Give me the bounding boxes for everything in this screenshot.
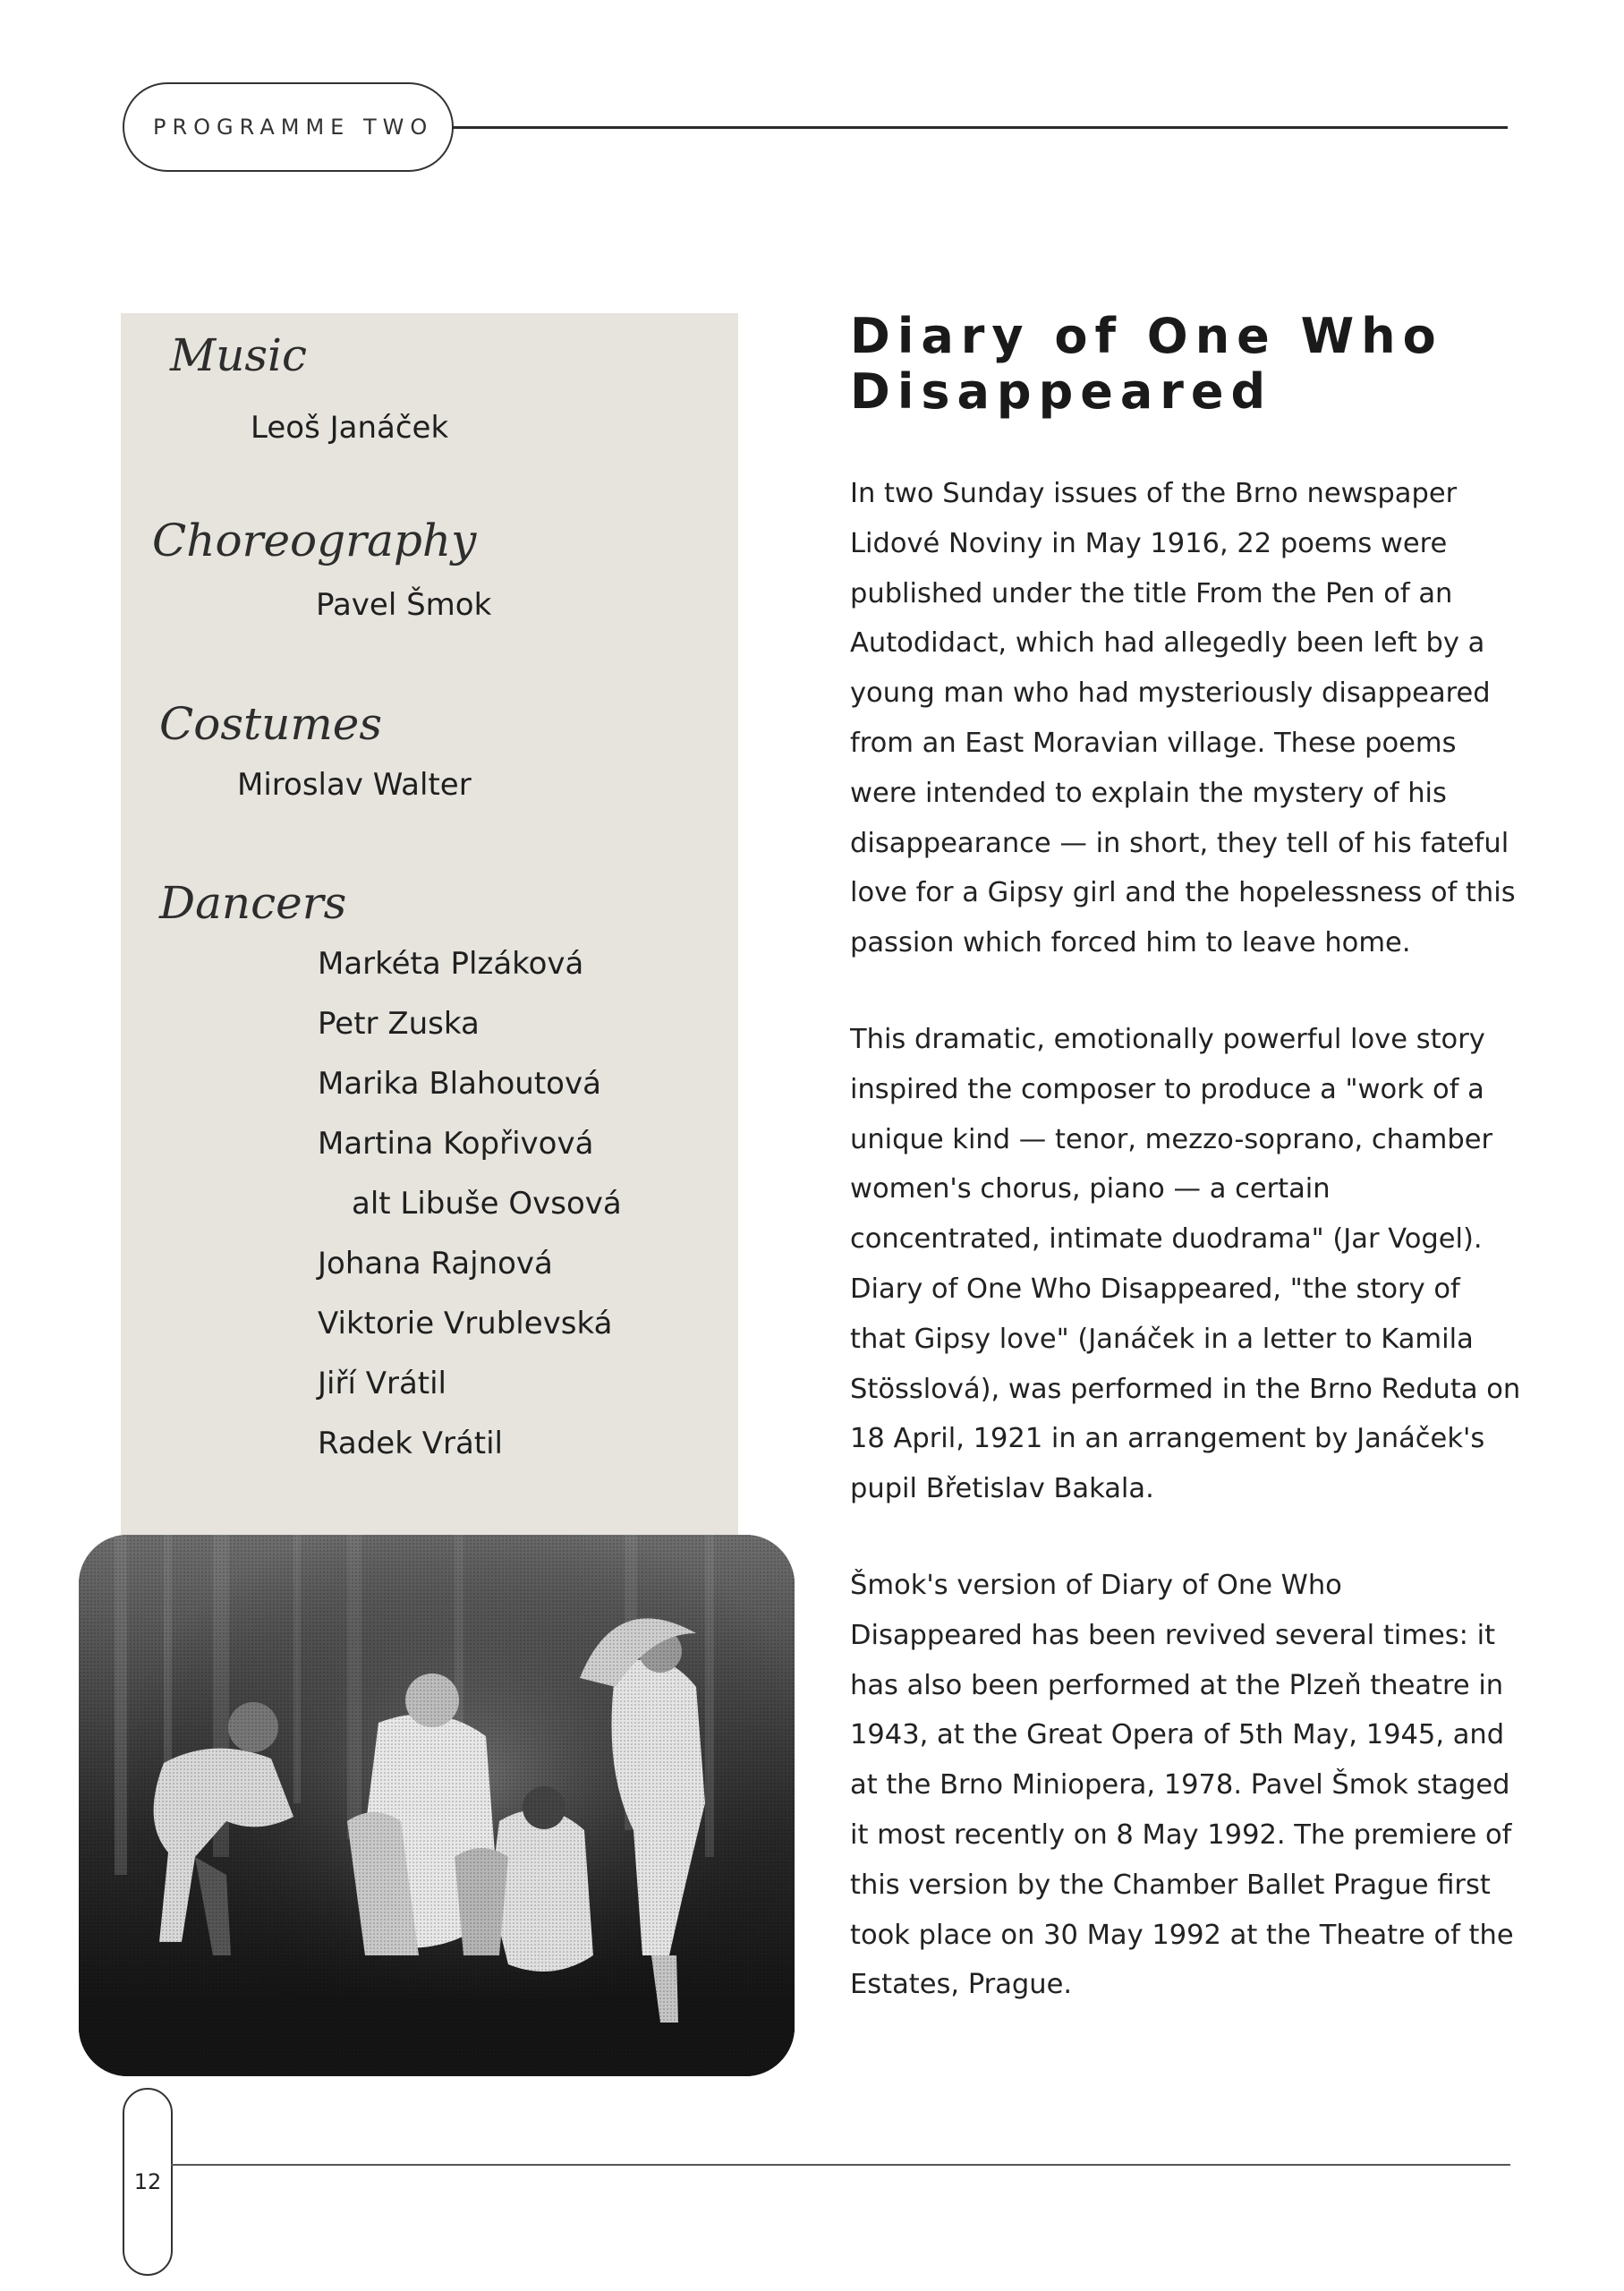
costumes-heading: Costumes	[159, 698, 382, 750]
dancer-name: Radek Vrátil	[318, 1426, 504, 1461]
dancer-name: Jiří Vrátil	[318, 1366, 447, 1401]
article-paragraph: Šmok's version of Diary of One Who Disappeared has been revived several times: it has also been performed at the Plzeň theatre in 1943, at the Great Opera of 5th May, 1945, and at the Brno Miniopera, 1978. Pavel Šmok staged it most recently on 8 May 1992. The premiere of this version by the Chamber Ballet Prague first took place on 30 May 1992 at the Theatre of the Estates, Prague.	[850, 1570, 1514, 2001]
article-paragraph: In two Sunday issues of the Brno newspaper Lidové Noviny in May 1916, 22 poems were published under the title From the Pen of an Autodidact, which had allegedly been left by a young man who had mysteriously disappeared from an East Moravian village. These poems were intended to explain the mystery of his disappearance — in short, they tell of his fateful love for a Gipsy girl and the hopelessness of this passion which forced him to leave home.	[850, 478, 1516, 959]
dancer-name: Viktorie Vrublevská	[318, 1306, 613, 1341]
section-header-pill	[123, 82, 454, 172]
music-credit: Leoš Janáček	[251, 410, 449, 446]
header-rule	[452, 126, 1508, 129]
costumes-credit: Miroslav Walter	[237, 767, 472, 803]
music-heading: Music	[170, 329, 308, 381]
page-number: 12	[133, 2169, 162, 2194]
dancer-alternate: alt Libuše Ovsová	[352, 1186, 622, 1222]
dancer-name: Martina Kopřivová	[318, 1126, 594, 1162]
article-paragraph: This dramatic, emotionally powerful love story inspired the composer to produce a "work of a unique kind — tenor, mezzo-soprano, chamber women's chorus, piano — a certain concentrated, intimate duodrama" (Jar Vogel). Diary of One Who Disappeared, "the story of that Gipsy love" (Janáček in a letter to Kamila Stösslová), was performed in the Brno Reduta on 18 April, 1921 in an arrangement by Janáček's pupil Břetislav Bakala.	[850, 1024, 1521, 1505]
choreography-heading: Choreography	[152, 515, 477, 566]
choreography-credit: Pavel Šmok	[316, 587, 492, 623]
dancers-list	[318, 944, 622, 1484]
performance-photo	[79, 1535, 795, 2076]
section-label: PROGRAMME TWO	[153, 115, 434, 140]
performance-photo-illustration	[79, 1535, 795, 2076]
dancer-name: Johana Rajnová	[318, 1246, 553, 1282]
article-title: Diary of One Who Disappeared	[850, 308, 1443, 420]
dancer-name: Petr Zuska	[318, 1006, 480, 1042]
dancer-name: Markéta Plzáková	[318, 946, 584, 982]
dancer-name: Marika Blahoutová	[318, 1066, 601, 1102]
page-number-pill	[123, 2088, 173, 2276]
footer-rule	[171, 2164, 1510, 2166]
dancers-heading: Dancers	[159, 877, 347, 929]
